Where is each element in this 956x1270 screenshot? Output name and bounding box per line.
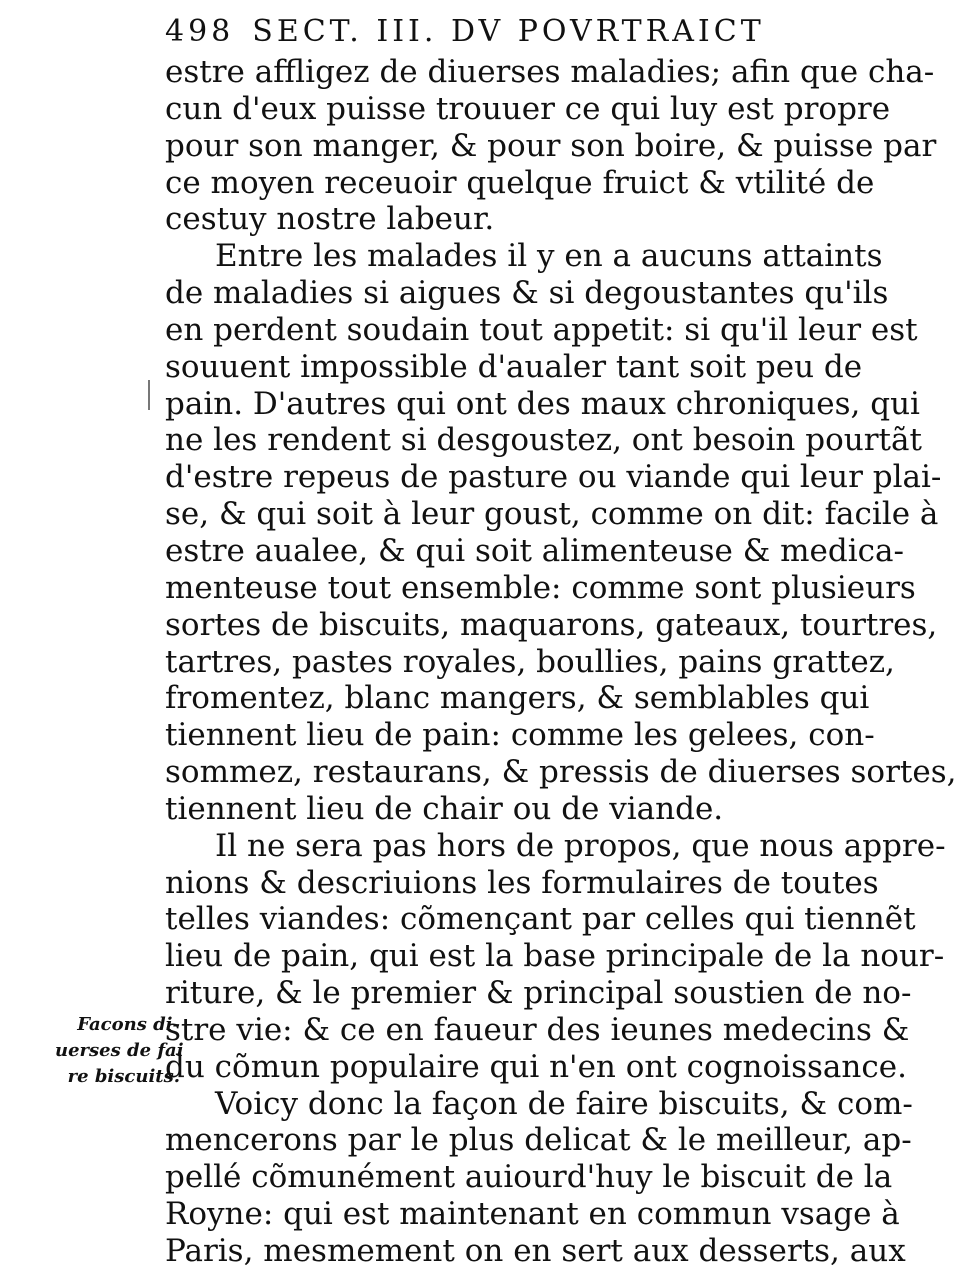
text-line: se, & qui soit à leur goust, comme on dit: facile à bbox=[165, 496, 939, 533]
text-line: fromentez, blanc mangers, & semblables qui bbox=[165, 680, 870, 717]
text-line: cestuy nostre labeur. bbox=[165, 201, 495, 238]
running-head-title: SECT. III. DV POVRTRAICT bbox=[252, 14, 765, 49]
text-line: du cõmun populaire qui n'en ont cognoissance. bbox=[165, 1048, 907, 1085]
text-line: d'estre repeus de pasture ou viande qui leur plai- bbox=[165, 459, 942, 496]
text-line: tartres, pastes royales, boullies, pains grattez, bbox=[165, 643, 895, 680]
text-line: tiennent lieu de pain: comme les gelees, con- bbox=[165, 717, 875, 754]
text-line: ne les rendent si desgoustez, ont besoin pourtãt bbox=[165, 422, 922, 459]
text-line: mencerons par le plus delicat & le meilleur, ap- bbox=[165, 1122, 912, 1159]
marginal-note-line: re biscuits. bbox=[67, 1066, 180, 1087]
text-line: tiennent lieu de chair ou de viande. bbox=[165, 790, 724, 827]
text-line: Royne: qui est maintenant en commun vsage à bbox=[165, 1196, 900, 1233]
text-line: Paris, mesmement on en sert aux desserts, aux bbox=[165, 1233, 906, 1269]
body-text bbox=[165, 54, 956, 1270]
text-line: souuent impossible d'aualer tant soit peu de bbox=[165, 348, 863, 385]
text-line: cun d'eux puisse trouuer ce qui luy est propre bbox=[165, 90, 891, 127]
text-line: pellé cõmunément auiourd'huy le biscuit de la bbox=[165, 1159, 893, 1196]
marginal-note bbox=[55, 1012, 184, 1090]
paragraph-start-line: Il ne sera pas hors de propos, que nous appre- bbox=[215, 827, 946, 864]
text-line: estre affligez de diuerses maladies; afin que cha- bbox=[165, 54, 935, 90]
text-line: de maladies si aigues & si degoustantes qu'ils bbox=[165, 275, 889, 312]
text-line: telles viandes: cõmençant par celles qui tiennẽt bbox=[165, 901, 916, 938]
paragraph-start-line: Voicy donc la façon de faire biscuits, & com- bbox=[215, 1085, 913, 1122]
page-number: 498 bbox=[165, 14, 235, 49]
text-line: pain. D'autres qui ont des maux chroniques, qui bbox=[165, 385, 920, 422]
text-line: menteuse tout ensemble: comme sont plusieurs bbox=[165, 569, 916, 606]
text-line: en perdent soudain tout appetit: si qu'il leur est bbox=[165, 311, 918, 348]
margin-mark bbox=[148, 380, 150, 410]
text-line: pour son manger, & pour son boire, & puisse par bbox=[165, 127, 937, 164]
running-header bbox=[165, 14, 785, 54]
paragraph-start-line: Entre les malades il y en a aucuns attaints bbox=[215, 238, 883, 275]
marginal-note-line: Facons di- bbox=[77, 1014, 180, 1035]
text-line: ce moyen receuoir quelque fruict & vtilité de bbox=[165, 164, 875, 201]
text-line: sortes de biscuits, maquarons, gateaux, tourtres, bbox=[165, 606, 938, 643]
text-line: sommez, restaurans, & pressis de diuerses sortes, bbox=[165, 754, 956, 791]
text-line: riture, & le premier & principal soustien de no- bbox=[165, 975, 912, 1012]
text-line: nions & descriuions les formulaires de toutes bbox=[165, 864, 879, 901]
marginal-note-line: uerses de fai bbox=[55, 1040, 184, 1061]
text-line: estre aualee, & qui soit alimenteuse & medica- bbox=[165, 532, 904, 569]
text-line: stre vie: & ce en faueur des ieunes medecins & bbox=[165, 1011, 910, 1048]
text-line: lieu de pain, qui est la base principale de la nour- bbox=[165, 938, 945, 975]
